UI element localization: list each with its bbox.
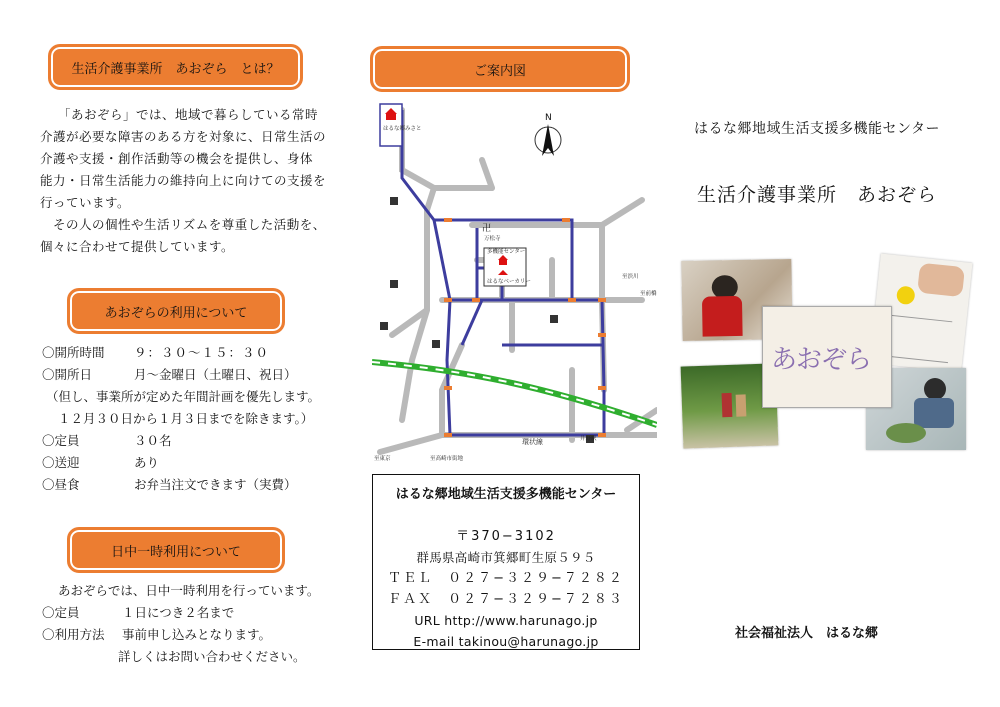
daytime-row: [42, 624, 271, 646]
map-label-to-tokyo: 至東京: [374, 456, 391, 462]
about-line: 介護が必要な障害のある方を対象に、日常生活の: [40, 129, 327, 144]
section-title-daytime-text: 日中一時利用について: [111, 544, 241, 560]
organization-name: 社会福祉法人 はるな郷: [735, 626, 879, 641]
usage-row: [42, 474, 297, 496]
section-title-about: [48, 44, 303, 90]
contact-email[interactable]: E-mail takinou@harunago.jp: [413, 634, 599, 649]
usage-label: 〇送迎: [42, 455, 80, 470]
compass-n-label: N: [545, 113, 552, 123]
section-title-usage-text: あおぞらの利用について: [104, 305, 248, 321]
map-label-center-building: 多機能センター: [487, 249, 526, 255]
building-icon: [550, 315, 558, 323]
center-title: はるな郷地域生活支援多機能センター: [694, 121, 940, 137]
building-icon: [390, 197, 398, 205]
about-line: 能力・日常生活能力の維持向上に向けての支援を: [40, 173, 327, 188]
about-line: 介護や支援・創作活動等の機会を提供し、身体: [40, 151, 314, 166]
contact-facility-name: はるな郷地域生活支援多機能センター: [395, 487, 617, 502]
daytime-row: [42, 602, 234, 624]
building-icon: [380, 322, 388, 330]
map-label-to-maebashi: 至前橋: [640, 291, 657, 297]
usage-label: 〇昼食: [42, 477, 80, 492]
daytime-intro: あおぞらでは、日中一時利用を行っています。: [58, 583, 320, 598]
section-title-about-text: 生活介護事業所 あおぞら とは？: [71, 61, 280, 77]
usage-label: 〇定員: [42, 433, 80, 448]
usage-note: １２月３０日から１月３日までを除きます。）: [58, 411, 314, 426]
usage-value: あり: [133, 455, 159, 470]
section-title-guide-map-text: ご案内図: [473, 63, 526, 79]
section-title-usage: [67, 288, 285, 334]
access-map: [372, 100, 657, 465]
usage-label: 〇開所日: [42, 367, 93, 382]
contact-tel: ＴＥＬ ０２７−３２９−７２８２: [388, 571, 624, 586]
about-line: その人の個性や生活リズムを尊重した活動を、: [40, 217, 326, 232]
daytime-value: 事前申し込みとなります。: [121, 627, 271, 642]
about-line: 個々に合わせて提供しています。: [40, 239, 235, 254]
map-label-station: 井野駅: [580, 436, 597, 442]
usage-value: ９：３０～１５：３０: [133, 345, 269, 360]
usage-row: [42, 342, 269, 364]
access-map-svg: [372, 100, 657, 465]
sign-text: あおぞら: [771, 345, 872, 375]
building-icon: [390, 280, 398, 288]
daytime-value: １日につき２名まで: [121, 605, 235, 620]
usage-row: [42, 430, 172, 452]
about-line: 「あおぞら」では、地域で暮らしている常時: [58, 107, 319, 122]
usage-note: （但し、事業所が定めた年間計画を優先します。: [46, 389, 321, 404]
map-label-center: はるな郷みさと: [383, 126, 422, 132]
about-line: 行っています。: [40, 195, 131, 210]
usage-value: ３０名: [133, 433, 172, 448]
contact-box: [372, 474, 640, 650]
temple-icon: 卍: [482, 224, 492, 234]
daytime-note: 詳しくはお問い合わせください。: [118, 649, 306, 664]
map-label-bakery: はるなベーカリー: [487, 279, 531, 285]
building-icon: [432, 340, 440, 348]
usage-row: [42, 452, 159, 474]
photo-aozora-sign: [762, 306, 892, 408]
contact-postal: 〒370−3102: [456, 529, 556, 544]
office-title: 生活介護事業所 あおぞら: [696, 184, 937, 206]
section-title-guide-map: [370, 46, 630, 92]
daytime-label: 〇利用方法: [42, 627, 105, 642]
map-label-to-takasaki: 至高崎市街地: [430, 456, 464, 462]
daytime-label: 〇定員: [42, 605, 80, 620]
contact-url[interactable]: URL http://www.harunago.jp: [414, 613, 598, 628]
map-label-ring-road: 環状線: [522, 438, 543, 446]
contact-fax: ＦＡＸ ０２７−３２９−７２８３: [388, 592, 624, 607]
usage-label: 〇開所時間: [42, 345, 105, 360]
about-paragraph: [40, 104, 340, 258]
usage-row: [42, 364, 297, 386]
usage-value: お弁当注文できます（実費）: [133, 477, 297, 492]
map-label-to-shibukawa: 至渋川: [622, 274, 639, 280]
usage-value: 月～金曜日（土曜日、祝日）: [133, 367, 297, 382]
section-title-daytime: [67, 527, 285, 573]
map-label-temple: 万松寺: [484, 236, 501, 242]
contact-address: 群馬県高崎市箕郷町生原５９５: [416, 550, 596, 565]
